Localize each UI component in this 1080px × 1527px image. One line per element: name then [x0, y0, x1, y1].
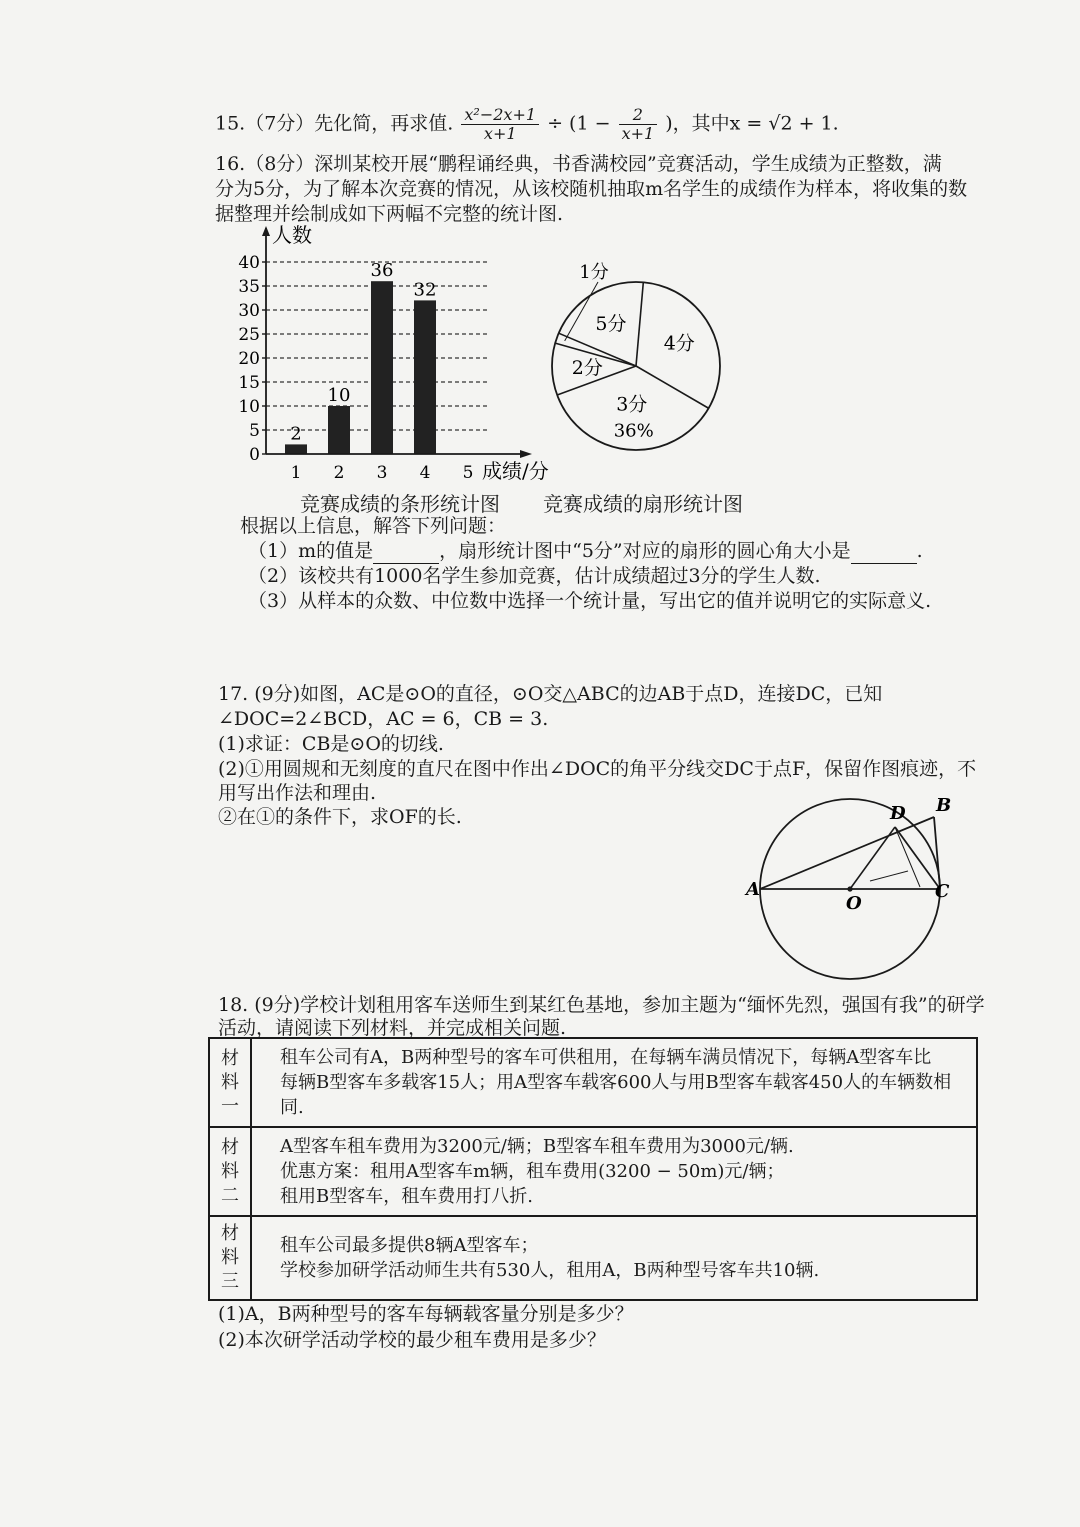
q17-line-1: 17. (9分)如图，AC是⊙O的直径，⊙O交△ABC的边AB于点D，连接DC，已知 — [218, 683, 883, 705]
pie-slice-label: 4分 — [663, 332, 695, 355]
pie-leader-line — [565, 282, 598, 341]
pie-chart-caption: 竞赛成绩的扇形统计图 — [543, 492, 743, 516]
y-axis-arrow — [262, 226, 270, 236]
y-axis-label: 人数 — [272, 223, 312, 247]
q17-line-5: 用写出作法和理由. — [218, 782, 377, 804]
x-tick-label: 1 — [290, 463, 302, 483]
answer-blank-angle[interactable] — [851, 545, 917, 564]
pie-slice-label: 3分 — [616, 393, 648, 416]
bar — [285, 444, 307, 454]
q15-suffix: )，其中x = √2 + 1. — [665, 112, 839, 135]
q18-ask-2: (2)本次研学活动学校的最少租车费用是多少？ — [218, 1329, 606, 1351]
x-tick-label: 5 — [462, 463, 474, 483]
q17-line-4: (2)①用圆规和无刻度的直尺在图中作出∠DOC的角平分线交DC于点F，保留作图痕迹，不 — [218, 758, 977, 780]
pie-slice-percent: 36% — [613, 420, 654, 442]
point-o-dot — [847, 886, 852, 891]
pie-slice-label: 1分 — [579, 262, 609, 283]
pie-slice-edge — [636, 282, 643, 366]
segment-dc — [895, 827, 940, 889]
q16-sub-1: （1）m的值是 ，扇形统计图中“5分”对应的扇形的圆心角大小是 . — [248, 540, 923, 562]
q18-line-1: 18. (9分)学校计划租用客车送师生到某红色基地，参加主题为“缅怀先烈，强国有我”的研学 — [218, 994, 985, 1016]
q15-prefix: 15.（7分）先化简，再求值. — [215, 112, 454, 135]
segment-ab — [760, 817, 934, 889]
q15-operator: ÷ (1 − — [547, 112, 611, 135]
label-a: A — [746, 879, 760, 900]
bar-value-label: 36 — [370, 260, 394, 282]
construction-mark — [870, 871, 908, 881]
q16-sub-2: （2）该校共有1000名学生参加竞赛，估计成绩超过3分的学生人数. — [248, 565, 821, 587]
pie-slice-label: 5分 — [595, 313, 627, 336]
material-row-1 — [209, 1038, 977, 1127]
q15-fraction-2: $\frac{2}{x+1}$ — [619, 106, 658, 143]
material-row-2 — [209, 1127, 977, 1216]
label-d: D — [890, 803, 906, 824]
segment-od — [850, 827, 895, 889]
x-tick-label: 2 — [333, 463, 345, 483]
label-b: B — [936, 795, 952, 816]
q18-ask-1: (1)A，B两种型号的客车每辆载客量分别是多少？ — [218, 1303, 634, 1325]
pie-chart-slices — [552, 262, 720, 450]
bar — [414, 300, 436, 454]
label-c: C — [935, 881, 950, 902]
material-row-3 — [209, 1216, 977, 1300]
y-tick-label: 0 — [249, 445, 260, 465]
y-tick-label: 30 — [238, 301, 260, 321]
y-tick-label: 35 — [238, 277, 260, 297]
y-tick-label: 15 — [238, 373, 260, 393]
bar-value-label: 10 — [327, 385, 351, 406]
pie-chart — [536, 262, 736, 466]
bar-value-label: 2 — [290, 423, 302, 445]
x-axis-arrow — [520, 450, 532, 458]
y-tick-label: 40 — [238, 253, 260, 273]
materials-table — [208, 1037, 978, 1301]
bar-value-label: 32 — [413, 279, 437, 301]
y-tick-label: 25 — [238, 325, 260, 345]
q16-intro: 根据以上信息，解答下列问题： — [240, 515, 507, 537]
y-tick-label: 20 — [238, 349, 260, 369]
y-tick-label: 10 — [238, 397, 260, 417]
material-head-1: 材 料 一 — [209, 1038, 251, 1127]
pie-slice-label: 2分 — [571, 356, 603, 379]
bar — [328, 406, 350, 454]
material-body-3: 租车公司最多提供8辆A型客车； 学校参加研学活动师生共有530人，租用A，B两种型号客车共10辆. — [251, 1216, 977, 1300]
q17-line-3: (1)求证：CB是⊙O的切线. — [218, 733, 444, 755]
x-tick-label: 4 — [419, 463, 431, 483]
circle-figure — [740, 795, 980, 975]
bar — [371, 281, 393, 454]
bar-chart-bars — [285, 260, 436, 454]
q16-line-3: 据整理并绘制成如下两幅不完整的统计图. — [215, 203, 564, 225]
q15-line — [215, 106, 839, 143]
answer-blank-m[interactable] — [373, 545, 439, 564]
segment-cb — [934, 817, 940, 889]
q16-sub-3: （3）从样本的众数、中位数中选择一个统计量，写出它的值并说明它的实际意义. — [248, 590, 932, 612]
q16-line-1: 16.（8分）深圳某校开展“鹏程诵经典，书香满校园”竞赛活动，学生成绩为正整数，满 — [215, 153, 942, 175]
x-axis-label: 成绩/分 — [482, 459, 549, 483]
material-head-2: 材 料 二 — [209, 1127, 251, 1216]
q17-line-6: ②在①的条件下，求OF的长. — [218, 806, 462, 828]
bar-chart-caption: 竞赛成绩的条形统计图 — [300, 492, 500, 516]
q18-line-2: 活动，请阅读下列材料，并完成相关问题. — [218, 1017, 567, 1039]
q16-line-2: 分为5分，为了解本次竞赛的情况，从该校随机抽取m名学生的成绩作为样本，将收集的数 — [215, 178, 968, 200]
material-body-1: 租车公司有A，B两种型号的客车可供租用，在每辆车满员情况下，每辆A型客车比 每辆B型客车多载客15人；用A型客车载客600人与用B型客车载客450人的车辆数相 同. — [251, 1038, 977, 1127]
material-head-3: 材 料 三 — [209, 1216, 251, 1300]
q15-fraction-1: $\frac{\text{x²−2x+1}}{x+1}$ — [461, 106, 539, 143]
material-body-2: A型客车租车费用为3200元/辆；B型客车租车费用为3000元/辆. 优惠方案：租用A型客车m辆，租车费用(3200 − 50m)元/辆； 租用B型客车，租车费用打八折. — [251, 1127, 977, 1216]
x-tick-label: 3 — [376, 463, 388, 483]
q17-line-2: ∠DOC=2∠BCD，AC = 6，CB = 3. — [218, 708, 549, 730]
label-o: O — [846, 893, 862, 914]
y-tick-label: 5 — [249, 421, 260, 441]
